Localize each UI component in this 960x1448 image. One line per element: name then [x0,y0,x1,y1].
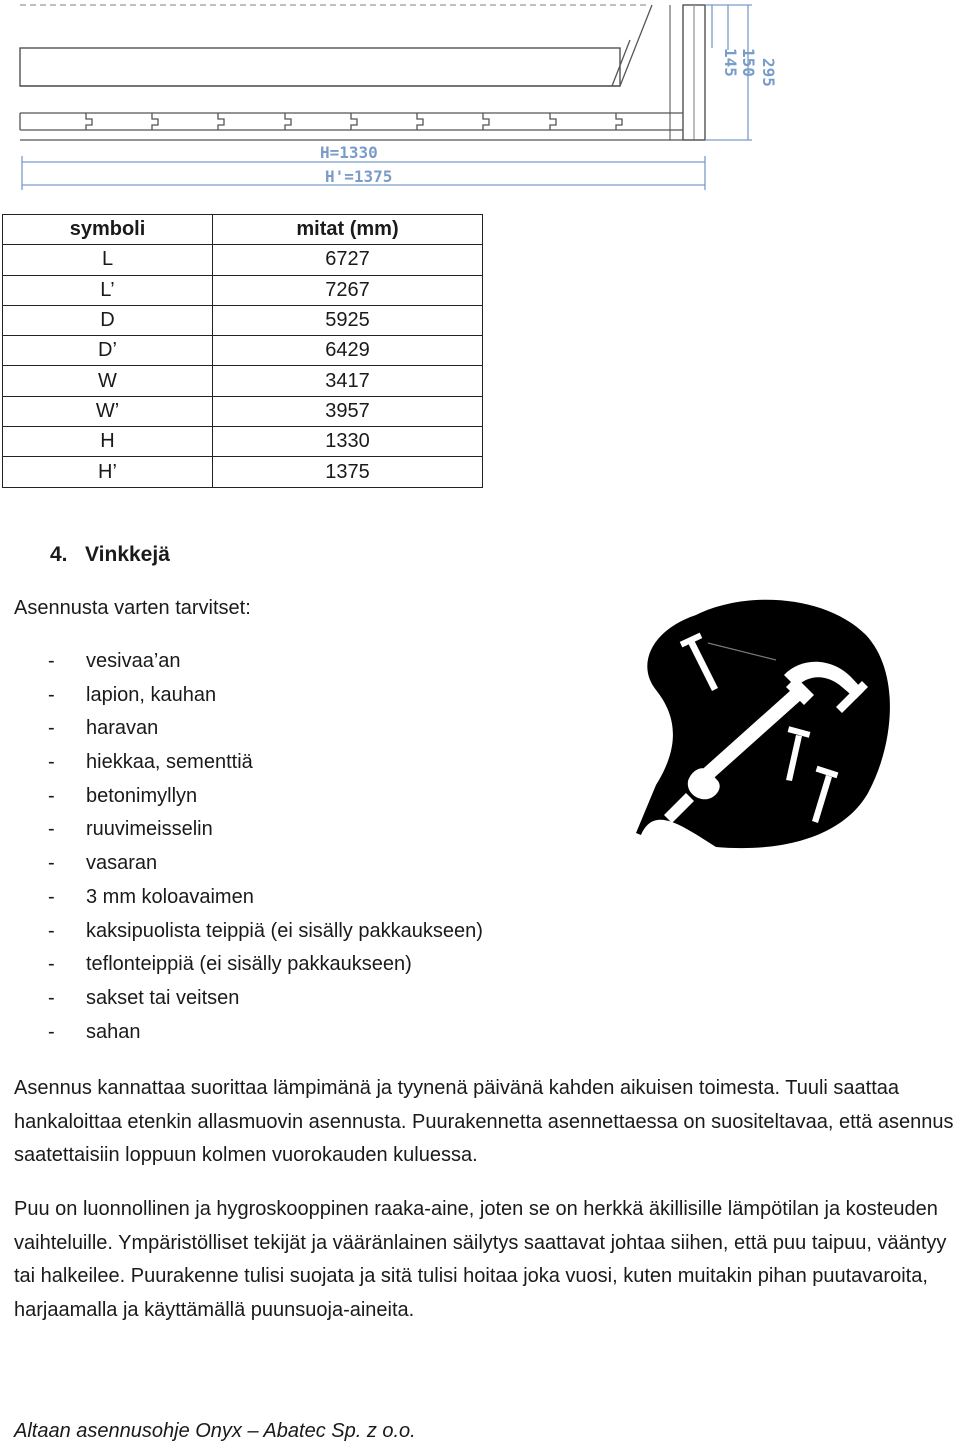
section-title: Vinkkejä [85,543,170,566]
symbol-cell: W’ [3,396,213,426]
symbol-cell: H [3,427,213,457]
section-heading [50,543,170,567]
table-row [3,305,483,335]
list-item: - sakset tai veitsen [48,986,240,1009]
table-row [3,336,483,366]
table-header-row [3,215,483,245]
value-cell: 1330 [213,427,483,457]
dimension-h-prime: H'=1375 [325,167,393,186]
technical-drawing [0,0,780,200]
value-cell: 5925 [213,305,483,335]
header-dimensions: mitat (mm) [213,215,483,245]
symbol-cell: L’ [3,275,213,305]
list-item: - vasaran [48,852,158,875]
list-item: - haravan [48,717,159,740]
list-item: - ruuvimeisselin [48,818,213,841]
dimension-145: 145 [721,48,740,77]
paragraph-installation-conditions: Asennus kannattaa suorittaa lämpimänä ja tyynenä päivänä kahden aikuisen toimesta. Tuuli saattaa hankaloittaa etenkin allasmuovin asennusta. Puurakennetta asennettaessa on suositeltavaa, että asennus saatettaisiin loppuun kolmen vuorokauden kuluessa. [14,1077,954,1167]
symbol-cell: L [3,245,213,275]
list-item: - lapion, kauhan [48,683,217,706]
intro-text: Asennusta varten tarvitset: [14,597,251,619]
table-row [3,427,483,457]
value-cell: 6429 [213,336,483,366]
table-row [3,457,483,487]
value-cell: 3417 [213,366,483,396]
symbol-cell: D’ [3,336,213,366]
symbol-cell: D [3,305,213,335]
table-row [3,275,483,305]
list-item: - sahan [48,1020,141,1043]
table-row [3,396,483,426]
table-row [3,245,483,275]
list-item: - betonimyllyn [48,784,198,807]
header-symbol: symboli [3,215,213,245]
dimension-h: H=1330 [320,143,378,162]
symbol-cell: H’ [3,457,213,487]
section-number: 4. [50,543,68,566]
list-item: - vesivaa’an [48,650,181,672]
dimension-150: 150 [739,48,758,77]
footer-text: Altaan asennusohje Onyx – Abatec Sp. z o.o. [14,1420,416,1442]
list-item: - 3 mm koloavaimen [48,885,254,908]
value-cell: 7267 [213,275,483,305]
hammer-nails-icon [636,595,896,853]
value-cell: 1375 [213,457,483,487]
list-item: - hiekkaa, sementtiä [48,751,253,774]
symbol-cell: W [3,366,213,396]
dimension-295: 295 [759,58,778,87]
paragraph-wood-care: Puu on luonnollinen ja hygroskooppinen raaka-aine, joten se on herkkä äkillisille lämpötilan ja kosteuden vaihteluille. Ympäristölliset tekijät ja vääränlainen säilytys saattavat johtaa siihen, että puu taipuu, vääntyy tai halkeilee. Puurakenne tulisi suojata ja sitä tulisi hoitaa joka vuosi, kuten muitakin pihan puutavaroita, harjaamalla ja käyttämällä puunsuoja-aineita. [14,1198,947,1322]
value-cell: 6727 [213,245,483,275]
value-cell: 3957 [213,396,483,426]
list-item: - kaksipuolista teippiä (ei sisälly pakkaukseen) [48,919,483,942]
table-row [3,366,483,396]
dimensions-table [2,214,483,488]
tools-list [48,650,483,1054]
list-item: - teflonteippiä (ei sisälly pakkaukseen) [48,953,412,976]
